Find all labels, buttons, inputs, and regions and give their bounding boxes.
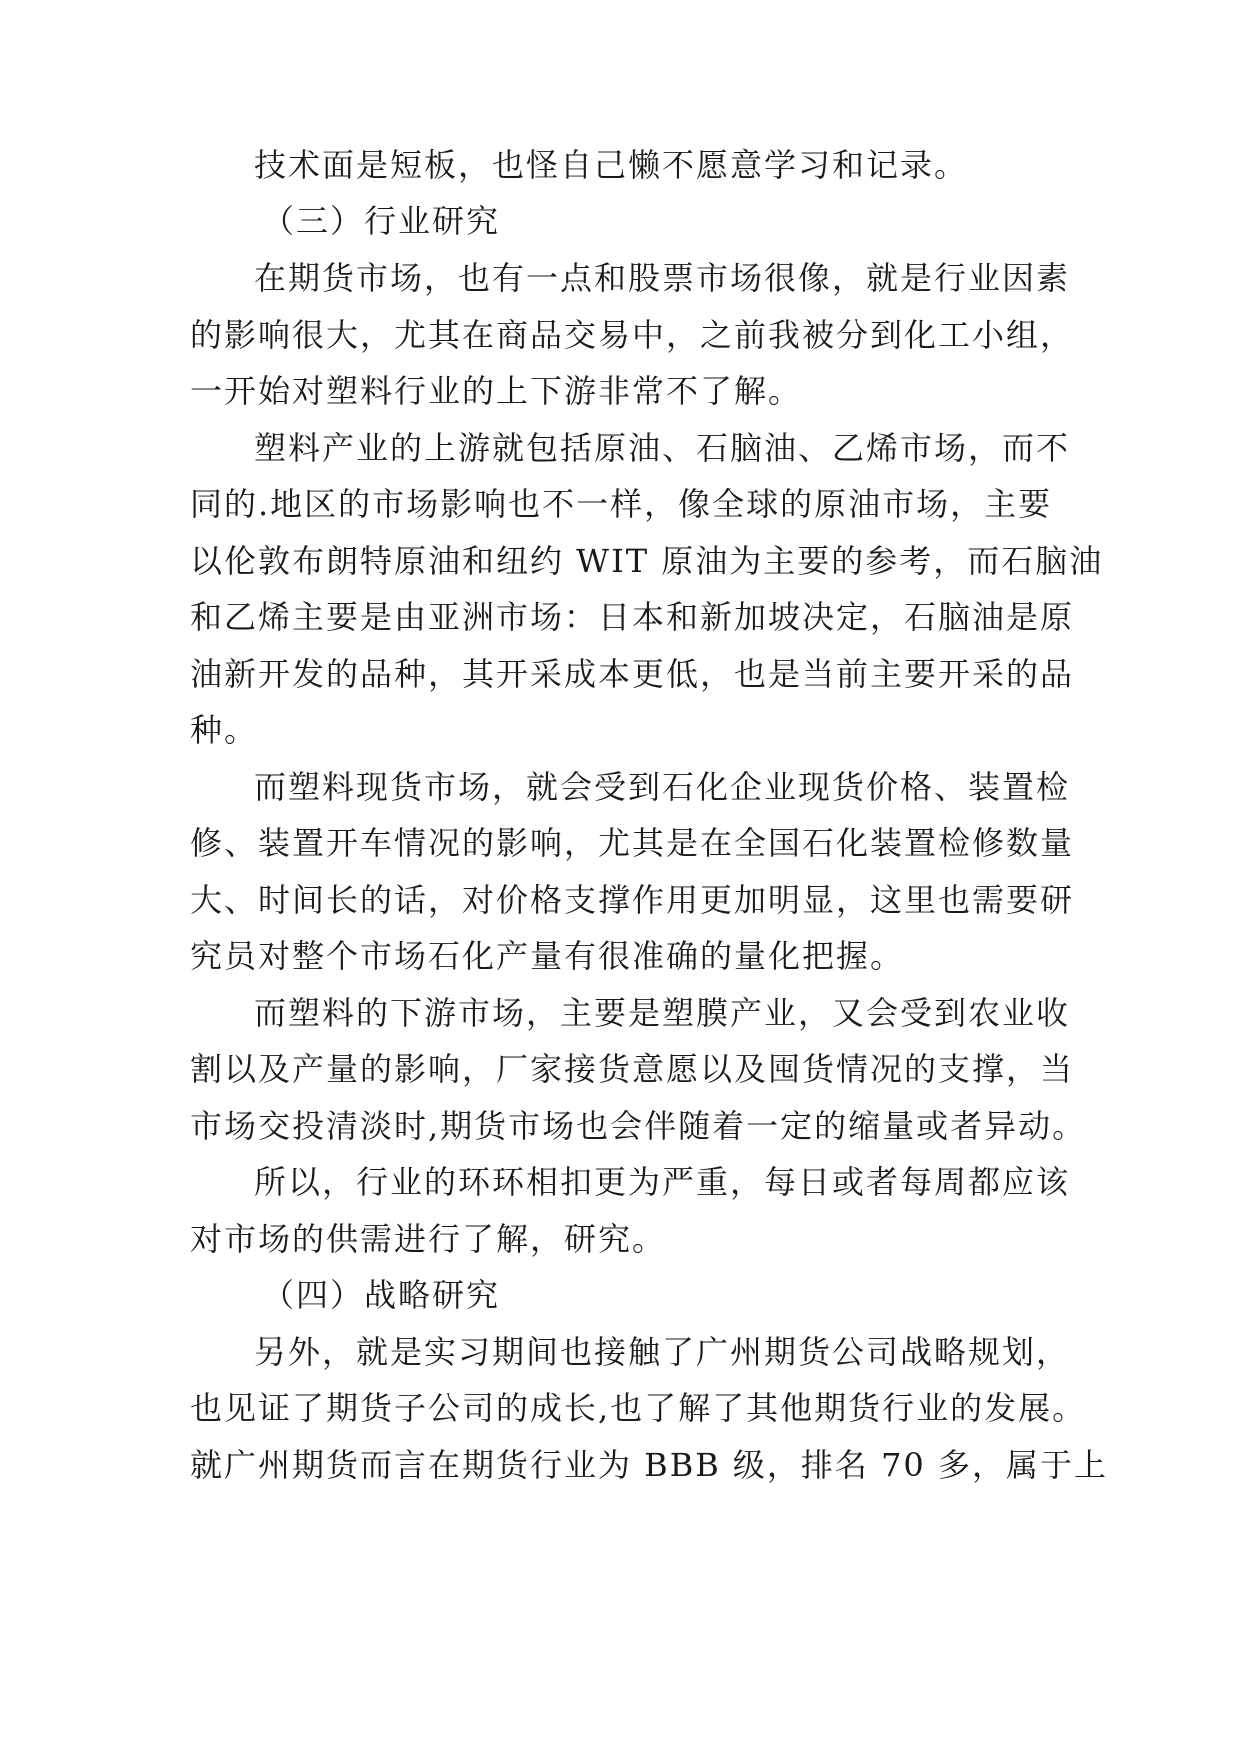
section-heading: （四）战略研究	[262, 1276, 501, 1314]
paragraph-line: 割以及产量的影响，厂家接货意愿以及囤货情况的支撑，当	[190, 1050, 1075, 1088]
paragraph-line: 种。	[190, 711, 259, 749]
paragraph-line: 油新开发的品种，其开采成本更低，也是当前主要开采的品	[190, 655, 1075, 693]
paragraph-line: 究员对整个市场石化产量有很准确的量化把握。	[190, 937, 905, 975]
paragraph-line: 而塑料现货市场，就会受到石化企业现货价格、装置检	[254, 768, 1071, 806]
paragraph-line: 一开始对塑料行业的上下游非常不了解。	[190, 372, 803, 410]
paragraph-line: 在期货市场，也有一点和股票市场很像，就是行业因素	[254, 259, 1071, 297]
paragraph-line: 而塑料的下游市场，主要是塑膜产业，又会受到农业收	[254, 994, 1071, 1032]
paragraph-line: 以伦敦布朗特原油和纽约 WIT 原油为主要的参考，而石脑油	[190, 542, 1104, 580]
paragraph-line: 也见证了期货子公司的成长,也了解了其他期货行业的发展。	[190, 1389, 1087, 1427]
paragraph-line: 的影响很大，尤其在商品交易中，之前我被分到化工小组，	[190, 316, 1075, 354]
paragraph-line: 所以，行业的环环相扣更为严重，每日或者每周都应该	[254, 1163, 1071, 1201]
paragraph-line: 修、装置开车情况的影响，尤其是在全国石化装置检修数量	[190, 824, 1075, 862]
paragraph-line: 对市场的供需进行了解，研究。	[190, 1220, 667, 1258]
paragraph-line: 市场交投清淡时,期货市场也会伴随着一定的缩量或者异动。	[190, 1107, 1087, 1145]
paragraph-line: 大、时间长的话，对价格支撑作用更加明显，这里也需要研	[190, 881, 1075, 919]
paragraph-line: 和乙烯主要是由亚洲市场：日本和新加坡决定，石脑油是原	[190, 598, 1075, 636]
paragraph-line: 技术面是短板，也怪自己懒不愿意学习和记录。	[254, 146, 969, 184]
section-heading: （三）行业研究	[262, 202, 501, 240]
paragraph-line: 就广州期货而言在期货行业为 BBB 级，排名 70 多，属于上	[190, 1446, 1108, 1484]
paragraph-line: 另外，就是实习期间也接触了广州期货公司战略规划，	[254, 1333, 1071, 1371]
paragraph-line: 塑料产业的上游就包括原油、石脑油、乙烯市场，而不	[254, 429, 1071, 467]
paragraph-line: 同的.地区的市场影响也不一样，像全球的原油市场，主要	[190, 485, 1053, 523]
